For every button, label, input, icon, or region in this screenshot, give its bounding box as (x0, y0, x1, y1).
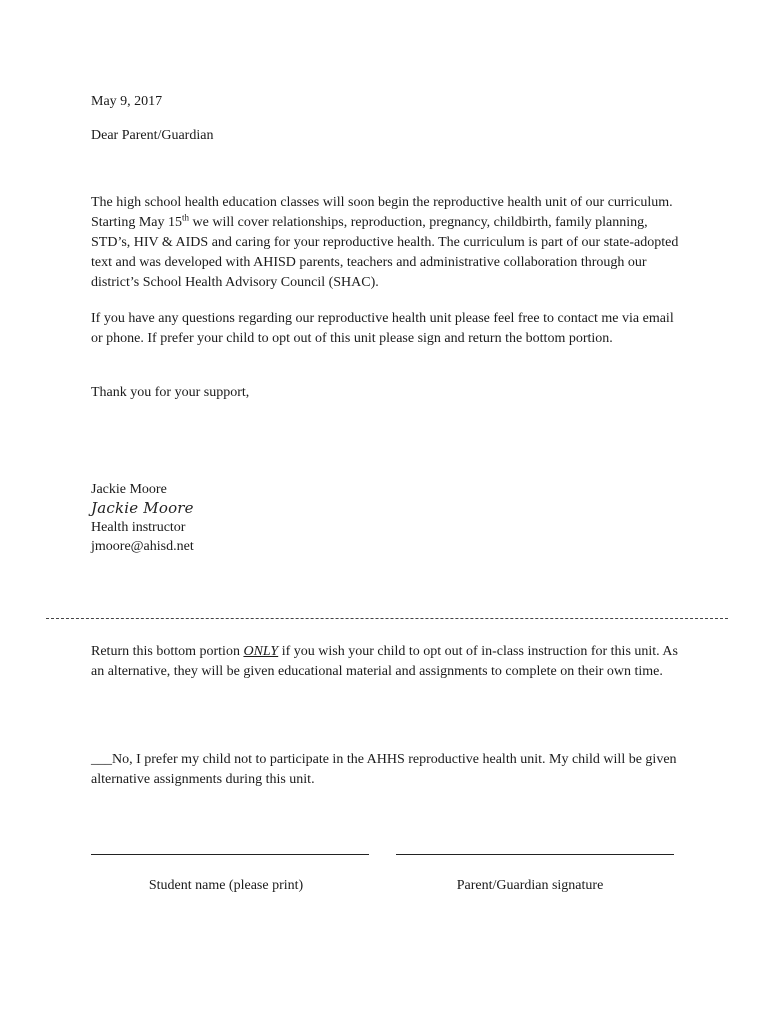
letter-paragraph-1: The high school health education classes will soon begin the reproductive health unit of our curriculum. Starting May 15th we will cover relationships, reproduction, pregnancy, childbirth, family planning, STD’s, HIV & AIDS and caring for your reproductive health. The curriculum is part of our state-adopted text and was developed with AHISD parents, teachers and administrative collaboration through our district’s School Health Advisory Council (SHAC). (91, 195, 679, 290)
parent-signature-line[interactable] (396, 854, 674, 855)
student-name-line[interactable] (91, 854, 369, 855)
handwritten-signature: Jackie Moore (91, 499, 194, 517)
student-name-label: Student name (please print) (148, 878, 304, 893)
parent-signature-label: Parent/Guardian signature (456, 878, 604, 893)
opt-out-blank[interactable]: ___ (91, 752, 112, 767)
opt-out-checkbox-line[interactable]: ___No, I prefer my child not to participate in the AHHS reproductive health unit. My child will be given alternative assignments during this unit. (91, 752, 677, 787)
only-emphasis: ONLY (243, 644, 279, 659)
signer-email: jmoore@ahisd.net (91, 539, 194, 554)
signer-name: Jackie Moore (91, 482, 167, 497)
letter-closing: Thank you for your support, (91, 385, 250, 400)
signer-title: Health instructor (91, 520, 186, 535)
superscript-ordinal: th (182, 212, 190, 223)
cut-line-divider (46, 618, 728, 619)
letter-greeting: Dear Parent/Guardian (91, 128, 214, 143)
letter-paragraph-2: If you have any questions regarding our reproductive health unit please feel free to contact me via email or phone. If prefer your child to opt out of this unit please sign and return the bottom portion. (91, 311, 674, 346)
letter-date: May 9, 2017 (91, 94, 163, 109)
opt-out-instructions: Return this bottom portion ONLY if you wish your child to opt out of in-class instruction for this unit. As an alternative, they will be given educational material and assignments to complete on their own time. (91, 644, 678, 679)
